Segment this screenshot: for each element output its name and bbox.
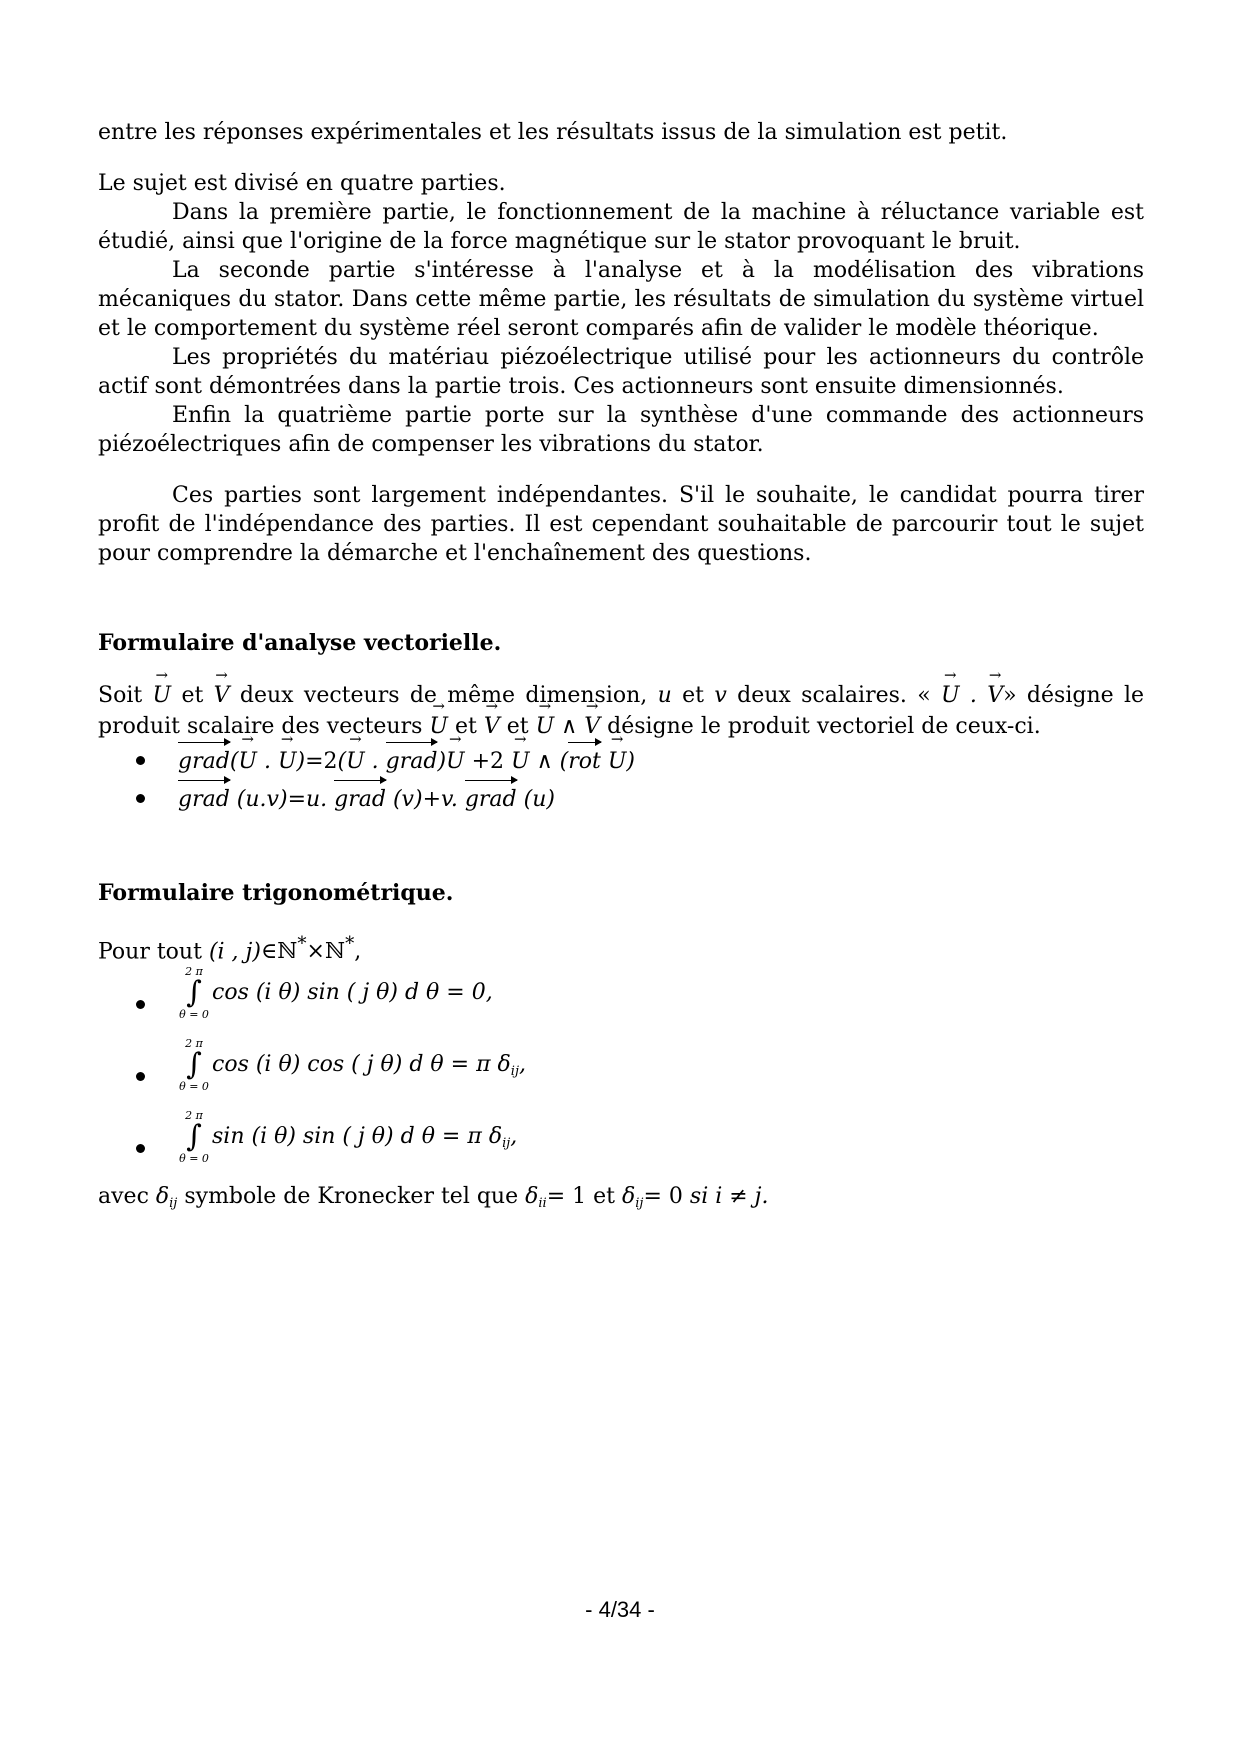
page-number: - 4/34 -: [585, 1597, 655, 1622]
bullet-icon: [136, 1000, 145, 1009]
integral-icon: 2 π ∫ θ = 0: [179, 965, 209, 1022]
integral-icon: 2 π ∫ θ = 0: [179, 1109, 209, 1166]
bullet-icon: [136, 1144, 145, 1153]
part-one-paragraph: Dans la première partie, le fonctionnement de la machine à réluctance variable est étudié, ainsi que l'origine de la force magnétique sur le stator provoquant le bruit.: [98, 200, 1144, 254]
subject-overview: Le sujet est divisé en quatre parties.: [98, 171, 506, 196]
bullet-icon: [136, 1072, 145, 1081]
document-body: [98, 118, 1144, 1218]
list-item: [98, 780, 1144, 818]
integral-sin-sin: 2 π ∫ θ = 0 sin (i θ) sin ( j θ) d θ = π $\delta_{ij}$,: [98, 1110, 1144, 1182]
bullet-icon: [136, 794, 145, 803]
vector-formulary-heading: Formulaire d'analyse vectorielle.: [98, 630, 502, 656]
integral-sin-cos: 2 π ∫ θ = 0 cos (i θ) sin ( j θ) d θ = 0,: [98, 966, 1144, 1038]
formula-grad-dot-product: grad(→ U . → U)=2(→ U . grad)→ U +2 → U ∧ (rot → U): [178, 749, 635, 774]
quantifier-line: Pour tout (i , j)∈ℕ*×ℕ*,: [98, 934, 362, 965]
trig-formulary-heading: Formulaire trigonométrique.: [98, 880, 454, 906]
independence-paragraph: Ces parties sont largement indépendantes. S'il le souhaite, le candidat pourra tirer profit de l'indépendance des parties. Il est cependant souhaitable de parcourir tout le sujet pour comprendre la démarche et l'enchaînement des questions.: [98, 483, 1144, 566]
vector-formula-list: [98, 742, 1144, 818]
part-three-paragraph: Les propriétés du matériau piézoélectrique utilisé pour les actionneurs du contrôle actif sont démontrées dans la partie trois. Ces actionneurs sont ensuite dimensionnés.: [98, 345, 1144, 399]
vector-definitions: Soit → U et → V deux vecteurs de même dimension, u et v deux scalaires. « → U . → V» désigne le produit scalaire des vecteurs → U et → V et → U ∧ → V désigne le produit vectoriel de ceux-ci.: [98, 680, 1144, 742]
integral-icon: 2 π ∫ θ = 0: [179, 1037, 209, 1094]
formula-grad-product: grad (u.v)=u. grad (v)+v. grad (u): [178, 787, 555, 812]
bullet-icon: [136, 756, 145, 765]
part-four-paragraph: Enfin la quatrième partie porte sur la synthèse d'une commande des actionneurs piézoélectriques afin de compenser les vibrations du stator.: [98, 403, 1144, 457]
integral-cos-cos: 2 π ∫ θ = 0 cos (i θ) cos ( j θ) d θ = π $\delta_{ij}$,: [98, 1038, 1144, 1110]
part-two-paragraph: La seconde partie s'intéresse à l'analyse et à la modélisation des vibrations mécaniques du stator. Dans cette même partie, les résultats de simulation du système virtuel et le comportement du système réel seront comparés afin de valider le modèle théorique.: [98, 258, 1144, 341]
list-item: [98, 742, 1144, 780]
kronecker-definition: avec $\delta_{ij}$ symbole de Kronecker tel que $\delta_{ii}= 1$ et $\delta_{ij}= 0$ si i ≠ j.: [98, 1184, 769, 1212]
intro-continuation: entre les réponses expérimentales et les résultats issus de la simulation est petit.: [98, 120, 1008, 145]
